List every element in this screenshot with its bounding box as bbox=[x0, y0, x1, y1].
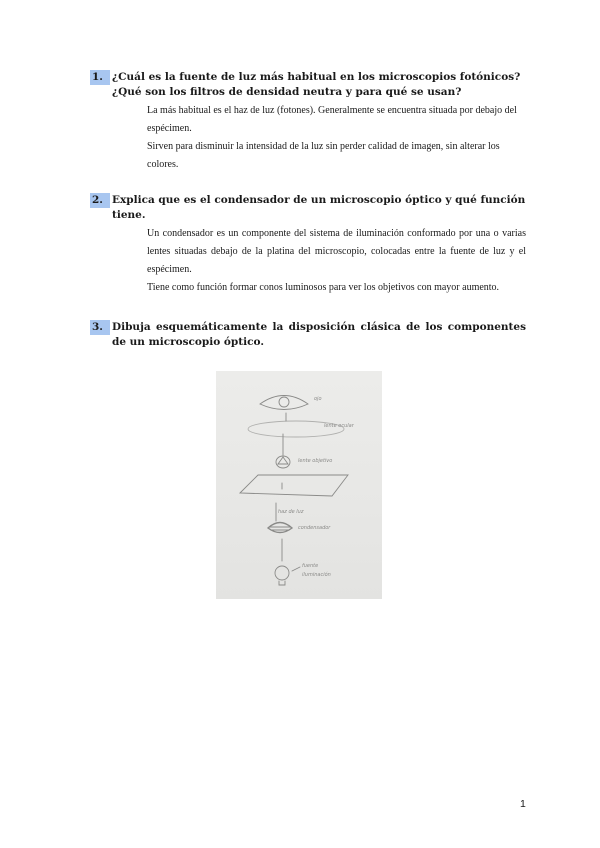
microscope-sketch-photo bbox=[216, 371, 382, 599]
answer-paragraph: Tiene como función formar conos luminosos para ver los objetivos con mayor aumento. bbox=[147, 282, 500, 293]
label-condensador: condensador bbox=[298, 525, 331, 531]
question-text: Explica que es el condensador de un microscopio óptico y qué función tiene. bbox=[112, 194, 526, 221]
question-2 bbox=[90, 193, 526, 297]
answer bbox=[147, 102, 526, 174]
question-text: ¿Cuál es la fuente de luz más habitual en los microscopios fotónicos?¿Qué son los filtros de densidad neutra y para qué se usan? bbox=[112, 71, 521, 98]
condenser-shape bbox=[268, 523, 292, 533]
objective-lens bbox=[276, 456, 290, 468]
answer-paragraph: Un condensador es un componente del sistema de iluminación conformado por una o varias lentes situadas debajo de la platina del microscopio, colocadas entre la fuente de luz y el espécimen. bbox=[147, 228, 526, 275]
label-lente-objetivo: lente objetivo bbox=[298, 458, 333, 464]
microscope-sketch bbox=[216, 371, 382, 599]
question-number: 3. bbox=[90, 320, 110, 335]
answer bbox=[147, 225, 526, 297]
stage-plate bbox=[240, 475, 348, 496]
label-lente-ocular: lente ocular bbox=[324, 423, 354, 429]
label-iluminacion: iluminación bbox=[302, 572, 331, 578]
question-text: Dibuja esquemáticamente la disposición clásica de los componentes de un microscopio óptico. bbox=[112, 321, 526, 348]
label-fuente: fuente bbox=[302, 563, 319, 569]
page-number: 1 bbox=[520, 798, 526, 810]
label-haz-luz: haz de luz bbox=[278, 509, 304, 515]
question-1 bbox=[90, 70, 526, 174]
eye-pupil bbox=[279, 397, 289, 407]
question-3 bbox=[90, 320, 526, 350]
answer-paragraph: Sirven para disminuir la intensidad de la luz sin perder calidad de imagen, sin alterar los colores. bbox=[147, 141, 500, 170]
answer-paragraph: La más habitual es el haz de luz (fotones). Generalmente se encuentra situada por debajo del espécimen. bbox=[147, 105, 517, 134]
question-number: 2. bbox=[90, 193, 110, 208]
bulb-shape bbox=[275, 566, 289, 580]
question-number: 1. bbox=[90, 70, 110, 85]
label-ojo: ojo bbox=[314, 396, 322, 402]
